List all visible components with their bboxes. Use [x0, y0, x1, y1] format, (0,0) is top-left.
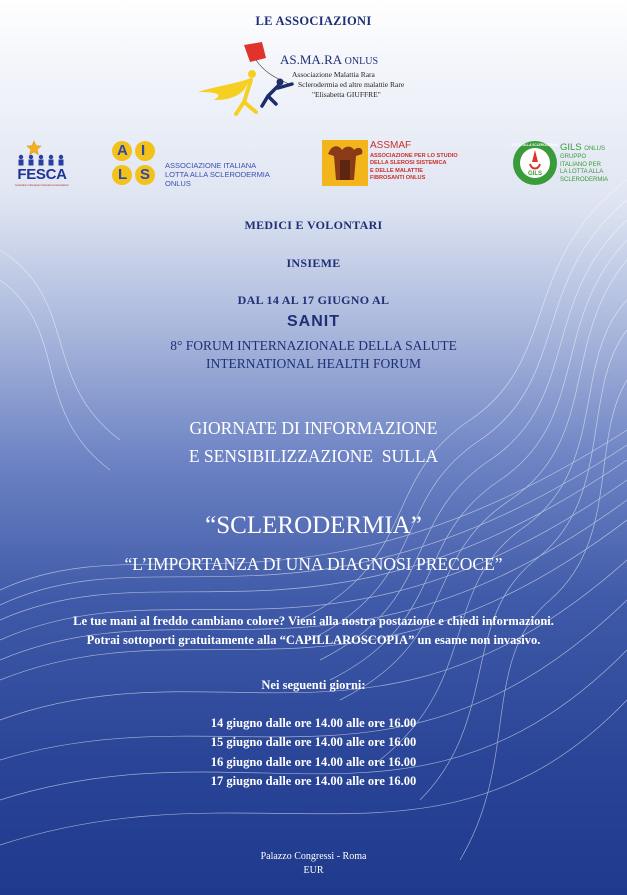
asmara-logo	[196, 40, 426, 125]
gils-suffix: ONLUS	[584, 146, 605, 152]
baobab-tree-icon	[322, 140, 368, 186]
giornate-line-1: GIORNATE DI INFORMAZIONE	[189, 418, 438, 438]
schedule-item: 15 giugno dalle ore 14.00 alle ore 16.00	[210, 735, 417, 750]
ails-logo	[110, 140, 290, 190]
assmaf-logo	[322, 140, 482, 190]
schedule-item: 16 giugno dalle ore 14.00 alle ore 16.00	[210, 754, 417, 769]
assmaf-line-3: E DELLE MALATTIE	[370, 167, 424, 174]
header-title: LE ASSOCIAZIONI	[255, 14, 372, 28]
ails-line-2: LOTTA ALLA SCLERODERMIA	[165, 170, 270, 179]
asmara-line-2: Sclerodermia ed altre malattie Rare	[298, 80, 405, 89]
assmaf-name: ASSMAF	[370, 140, 412, 151]
forum-line-1: 8° FORUM INTERNAZIONALE DELLA SALUTE	[170, 338, 457, 353]
main-title: “SCLERODERMIA”	[205, 512, 422, 539]
gils-line-3: LA LOTTA ALLA	[560, 169, 604, 176]
ails-line-1: ASSOCIAZIONE ITALIANA	[165, 161, 257, 170]
days-label: Nei seguenti giorni:	[261, 678, 366, 692]
giornate-line-2: E SENSIBILIZZAZIONE SULLA	[188, 446, 439, 466]
schedule-list	[0, 714, 627, 791]
assmaf-line-1: ASSOCIAZIONE PER LO STUDIO	[370, 153, 458, 159]
ails-description	[165, 161, 270, 188]
people-row-icon	[16, 154, 66, 166]
ails-letter-s: S	[140, 166, 151, 183]
forum-line-2: INTERNATIONAL HEALTH FORUM	[206, 356, 421, 371]
schedule-item: 14 giugno dalle ore 14.00 alle ore 16.00	[210, 716, 417, 730]
footer-district: EUR	[303, 865, 324, 876]
asmara-line-1: Associazione Malattia Rara	[292, 70, 375, 79]
gils-title: GILS	[560, 142, 582, 153]
body-paragraph-2: Potrai sottoporti gratuitamente alla “CAPILLAROSCOPIA” un esame non invasivo.	[86, 633, 541, 647]
asmara-name	[280, 52, 378, 68]
intro-line-1: MEDICI E VOLONTARI	[244, 218, 383, 232]
fesca-logo	[14, 140, 70, 192]
gils-badge-center: GILS	[527, 171, 542, 177]
footer-venue: Palazzo Congressi - Roma	[260, 851, 367, 862]
ails-letters	[110, 140, 158, 188]
ails-line-3: ONLUS	[165, 179, 191, 188]
gils-logo	[512, 140, 617, 192]
gils-line-2: ITALIANO PER	[560, 161, 601, 168]
asmara-description	[292, 70, 404, 100]
schedule-item: 17 giugno dalle ore 14.00 alle ore 16.00	[210, 773, 417, 788]
fesca-name: FESCA	[17, 166, 67, 183]
assmaf-description	[370, 153, 458, 183]
gils-name	[560, 142, 605, 153]
fesca-tagline: Federation of European Scleroderma Associations	[15, 184, 69, 187]
body-paragraph-1: Le tue mani al freddo cambiano colore? Vieni alla nostra postazione e chiedi informazioni.	[73, 614, 554, 628]
asmara-suffix: ONLUS	[344, 56, 379, 67]
sanit-logo: SANIT	[287, 313, 340, 330]
ails-letter-l: L	[118, 166, 128, 183]
gils-description	[560, 154, 608, 184]
intro-line-2: INSIEME	[286, 256, 341, 270]
gils-badge-ring: LOTTA ALLA SCLERODERMIA	[512, 143, 558, 147]
assmaf-line-2: DELLA SLEROSI SISTEMICA	[370, 160, 447, 167]
intro-line-3: DAL 14 AL 17 GIUGNO AL	[237, 293, 390, 307]
asmara-title: AS.MA.RA	[280, 52, 342, 67]
gils-line-4: SCLERODERMIA	[560, 176, 609, 183]
main-subtitle: “L’IMPORTANZA DI UNA DIAGNOSI PRECOCE”	[124, 554, 503, 574]
ails-letter-a: A	[117, 142, 128, 159]
gils-line-1: GRUPPO	[560, 154, 587, 160]
assmaf-line-4: FIBROSANTI ONLUS	[370, 175, 426, 182]
asmara-line-3: "Elisabetta GIUFFRE"	[312, 90, 381, 99]
ails-letter-i: I	[141, 142, 146, 159]
